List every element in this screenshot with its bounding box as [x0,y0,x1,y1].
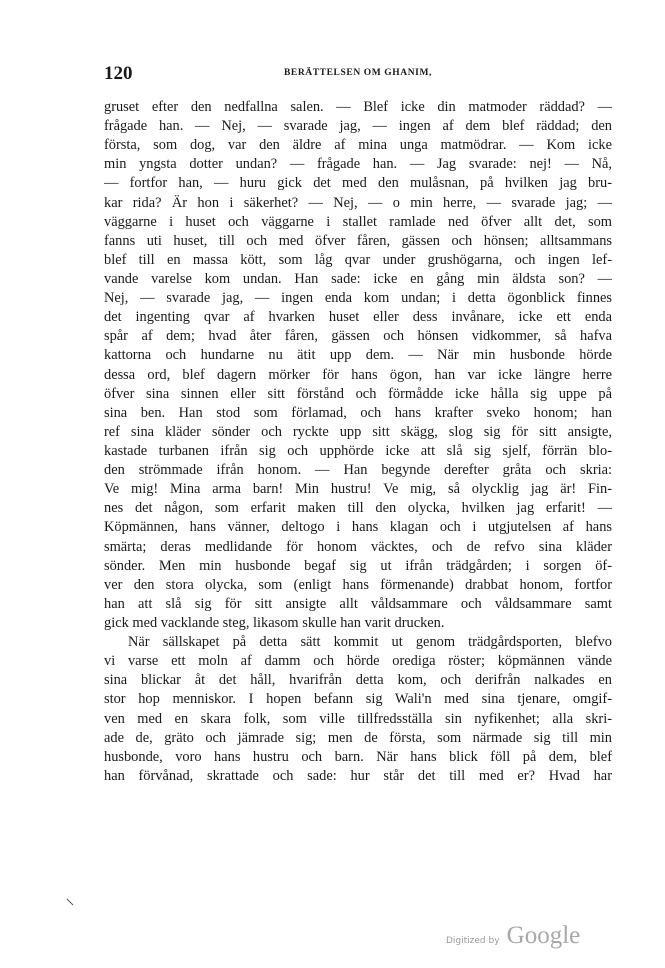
text-line: han att slå sig för sitt ansigte allt våldsammare och våldsammare samt [104,595,612,612]
text-line: sina ben. Han stod som förlamad, och hans krafter sveko honom; han [104,404,612,421]
digitized-by-label: Digitized by [446,936,500,946]
text-line: sina blickar åt det håll, hvarifrån detta kom, och derifrån nalkades en [104,672,612,689]
text-line: nes det någon, som erfarit maken till den olycka, hvilken jag erfarit! — [104,500,612,517]
text-line: första, som dog, var den äldre af mina unga matmödrar. — Kom icke [104,137,612,154]
text-line: Ve mig! Mina arma barn! Min hustru! Ve mig, så olycklig jag är! Fin- [104,481,612,498]
text-line: ade de, gräto och jämrade sig; men de första, som närmade sig till min [104,729,612,746]
text-line: öfver sina sinnen eller sitt förstånd och förmådde icke hålla sig uppe på [104,385,612,402]
text-line: blef till en massa kött, som låg qvar under grushögarna, och ingen lef- [104,251,612,268]
text-line: gruset efter den nedfallna salen. — Blef icke din matmoder räddad? — [104,99,612,115]
text-line: ver den stora olycka, som (enligt hans förmenande) drabbat honom, fortfor [104,576,612,593]
text-line: dessa ord, blef dagern mörker för hans ögon, han var icke längre herre [104,366,612,383]
page-header [104,63,612,85]
stray-ink-mark [66,897,76,907]
text-line: ven med en skara folk, som ville tillfredsställa sin nyfikenhet; alla skri- [104,710,612,727]
text-line: spår af dem; hvad åter fåren, gässen och hönsen vidkommer, så hafva [104,328,612,345]
text-line: den strömmade ifrån honom. — Han begynde derefter gråta och skria: [104,462,612,479]
page-number: 120 [104,63,133,84]
text-line: smärta; deras medlidande för honom väcktes, och de refvo sina kläder [104,538,612,555]
google-logo-text: Google [506,922,581,949]
text-line: väggarne i huset och väggarne i stallet ramlade ned öfver allt det, som [104,213,612,230]
text-line-paragraph-start: När sällskapet på detta sätt kommit ut genom trädgårdsporten, blefvo [128,634,612,651]
text-line: kattorna och hundarne nu ätit upp dem. — När min husbonde hörde [104,347,612,364]
text-line: fanns uti huset, till och med öfver fåren, gässen och hönsen; alltsammans [104,232,612,249]
text-line-paragraph-end: gick med vacklande steg, likasom skulle han varit drucken. [104,614,445,631]
text-line: husbonde, voro hans hustru och barn. När hans blick föll på dem, blef [104,748,612,765]
text-line: min yngsta dotter undan? — frågade han. — Jag svarade: nej! — Nå, [104,156,612,173]
text-line: det ingenting qvar af hvarken huset eller dess invånare, icke ett enda [104,309,612,326]
text-line: ref sina kläder sönder och ryckte upp sitt skägg, slog sig för sitt ansigte, [104,423,612,440]
text-line: kastade turbanen ifrån sig och upphörde icke att slå sig sjelf, förrän blo- [104,442,612,459]
body-text [104,98,612,786]
text-line: Köpmännen, hans vänner, deltogo i hans klagan och i utgjutelsen af hans [104,519,612,536]
text-line: sönder. Men min husbonde begaf sig ut ifrån trädgården; i sorgen öf- [104,557,612,574]
text-line: Nej, — svarade jag, — ingen enda kom undan; i detta ögonblick finnes [104,290,612,307]
digitized-by-watermark [446,922,596,952]
running-title: BERÄTTELSEN OM GHANIM, [283,68,433,78]
text-line: vi varse ett moln af damm och hörde orediga röster; köpmännen vände [104,653,612,670]
text-line: frågade han. — Nej, — svarade jag, — ingen af dem blef räddad; den [104,118,612,135]
text-line: han förvånad, skrattade och sade: hur står det till med er? Hvad har [104,767,612,784]
text-line: kar rida? Är hon i säkerhet? — Nej, — o min herre, — svarade jag; — [104,194,612,211]
text-line: — fortfor han, — huru gick det med den mulåsnan, på hvilken jag bru- [104,175,612,192]
text-line: stor hop menniskor. I hopen befann sig Wali'n med sina tjenare, omgif- [104,691,612,708]
text-line: vande varelse kom undan. Han sade: icke en gång min äldsta son? — [104,270,612,287]
